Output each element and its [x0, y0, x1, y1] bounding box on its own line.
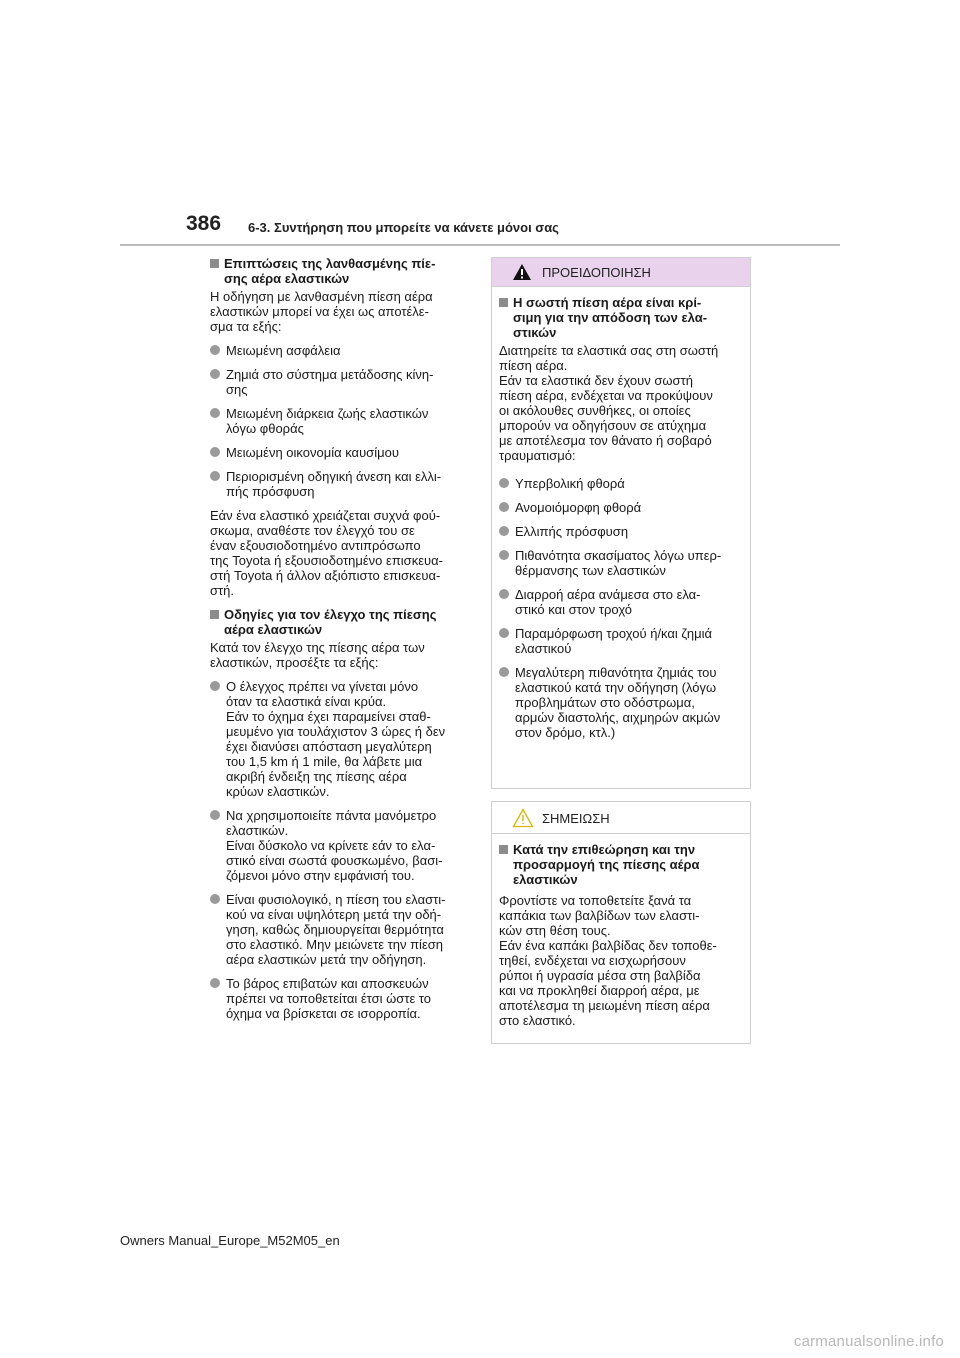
note-body: [492, 834, 750, 1028]
list-item: [499, 665, 743, 740]
square-bullet-icon: [210, 610, 219, 619]
bullet-dot-icon: [210, 369, 220, 379]
bullet-dot-icon: [210, 810, 220, 820]
list-item-text: Περιορισμένη οδηγική άνεση και ελλι- πής πρόσφυση: [226, 469, 442, 499]
paragraph: Η οδήγηση με λανθασμένη πίεση αέρα ελαστικών μπορεί να έχει ως αποτέλε- σμα τα εξής:: [210, 289, 433, 334]
list-item-text: Ανομοιόμορφη φθορά: [515, 500, 642, 515]
note-box: [491, 801, 751, 1044]
warning-header: [492, 258, 750, 287]
list-item-text: Ο έλεγχος πρέπει να γίνεται μόνο όταν τα ελαστικά είναι κρύα. Εάν το όχημα έχει παραμείνει σταθ- μευμένο για τουλάχιστον 3 ώρες ή δεν έχει διανύσει απόσταση μεγαλύτερη του 1,5 km ή 1 mile, θα λάβετε μια ακριβή ένδειξη της πίεσης αέρα κρύων ελαστικών.: [226, 679, 446, 799]
list-item: [499, 626, 743, 656]
warning-title: ΠΡΟΕΙΔΟΠΟΙΗΣΗ: [542, 265, 651, 280]
list-item-text: Μειωμένη οικονομία καυσίμου: [226, 445, 399, 460]
list-item: [210, 367, 468, 397]
list-item: [210, 343, 468, 358]
list-item: [210, 445, 468, 460]
list-item-text: Ελλιπής πρόσφυση: [515, 524, 629, 539]
list-item-text: Μειωμένη ασφάλεια: [226, 343, 341, 358]
left-column: [210, 256, 468, 1030]
list-item: [499, 524, 743, 539]
list-item-text: Πιθανότητα σκασίματος λόγω υπερ- θέρμανσης των ελαστικών: [515, 548, 722, 578]
note-title: ΣΗΜΕΙΩΣΗ: [542, 811, 610, 826]
bullet-dot-icon: [210, 447, 220, 457]
caution-triangle-icon: [512, 808, 534, 828]
list-item-text: Διαρροή αέρα ανάμεσα στο ελα- στικό και στον τροχό: [515, 587, 701, 617]
warning-triangle-icon: [512, 263, 532, 281]
page-header: [0, 212, 960, 252]
list-item: [499, 587, 743, 617]
warning-box: [491, 257, 751, 789]
page-number: 386: [186, 212, 222, 235]
bullet-dot-icon: [210, 471, 220, 481]
heading-text: Η σωστή πίεση αέρα είναι κρί- σιμη για την απόδοση των ελα- στικών: [513, 295, 708, 340]
list-item: [499, 476, 743, 491]
heading-text: Επιπτώσεις της λανθασμένης πίε- σης αέρα ελαστικών: [224, 256, 436, 286]
section-heading: [210, 256, 468, 286]
bullet-dot-icon: [210, 894, 220, 904]
section-title: 6-3. Συντήρηση που μπορείτε να κάνετε μόνοι σας: [248, 220, 559, 235]
note-heading: [499, 842, 743, 887]
watermark: carmanualsonline.info: [793, 1333, 944, 1350]
paragraph: Κατά τον έλεγχο της πίεσης αέρα των ελαστικών, προσέξτε τα εξής:: [210, 640, 425, 670]
list-item: [210, 892, 468, 967]
header-divider: [120, 244, 840, 246]
square-bullet-icon: [499, 845, 508, 854]
note-header: [492, 802, 750, 834]
bullet-dot-icon: [499, 550, 509, 560]
list-item-text: Το βάρος επιβατών και αποσκευών πρέπει να τοποθετείται έτσι ώστε το όχημα να βρίσκεται σε ισορροπία.: [226, 976, 432, 1021]
heading-text: Κατά την επιθεώρηση και την προσαρμογή της πίεσης αέρα ελαστικών: [513, 842, 700, 887]
bullet-dot-icon: [499, 628, 509, 638]
list-item-text: Παραμόρφωση τροχού ή/και ζημιά ελαστικού: [515, 626, 713, 656]
heading-text: Οδηγίες για τον έλεγχο της πίεσης αέρα ελαστικών: [224, 607, 437, 637]
warning-text: Διατηρείτε τα ελαστικά σας στη σωστή πίεση αέρα. Εάν τα ελαστικά δεν έχουν σωστή πίεση αέρα, ενδέχεται να προκύψουν οι ακόλουθες συνθήκες, οι οποίες μπορούν να οδηγήσουν σε ατύχημα με αποτέλεσμα τον θάνατο ή σοβαρό τραυματισμό:: [499, 343, 719, 463]
list-item-text: Υπερβολική φθορά: [515, 476, 625, 491]
square-bullet-icon: [210, 259, 219, 268]
list-item: [210, 679, 468, 799]
list-item: [499, 548, 743, 578]
warning-heading: [499, 295, 743, 340]
bullet-dot-icon: [210, 345, 220, 355]
list-item-text: Να χρησιμοποιείτε πάντα μανόμετρο ελαστικών. Είναι δύσκολο να κρίνετε εάν το ελα- στικό είναι σωστά φουσκωμένο, βασι- ζόμενοι μόνο στην εμφάνισή του.: [226, 808, 443, 883]
bullet-dot-icon: [210, 408, 220, 418]
list-item: [210, 469, 468, 499]
note-text: Φροντίστε να τοποθετείτε ξανά τα καπάκια των βαλβίδων των ελαστι- κών στη θέση τους. Εάν ένα καπάκι βαλβίδας δεν τοποθε- τηθεί, ενδέχεται να εισχωρήσουν ρύποι ή υγρασία μέσα στη βαλβίδα και να προκληθεί διαρροή αέρα, με αποτέλεσμα τη μειωμένη πίεση αέρα στο ελαστικό.: [499, 893, 717, 1028]
bullet-dot-icon: [499, 589, 509, 599]
bullet-dot-icon: [210, 681, 220, 691]
list-item-text: Μειωμένη διάρκεια ζωής ελαστικών λόγω φθοράς: [226, 406, 429, 436]
list-item: [499, 500, 743, 515]
footer-manual-name: Owners Manual_Europe_M52M05_en: [120, 1233, 340, 1248]
bullet-dot-icon: [499, 502, 509, 512]
warning-body: [492, 287, 750, 740]
list-item-text: Είναι φυσιολογικό, η πίεση του ελαστι- κού να είναι υψηλότερη μετά την οδή- γηση, καθώς δημιουργείται θερμότητα στο ελαστικό. Μην μειώνετε την πίεση αέρα ελαστικών μετά την οδήγηση.: [226, 892, 446, 967]
bullet-dot-icon: [210, 978, 220, 988]
bullet-dot-icon: [499, 478, 509, 488]
square-bullet-icon: [499, 298, 508, 307]
list-item-text: Ζημιά στο σύστημα μετάδοσης κίνη- σης: [226, 367, 434, 397]
list-item: [210, 976, 468, 1021]
list-item-text: Μεγαλύτερη πιθανότητα ζημιάς του ελαστικού κατά την οδήγηση (λόγω προβλημάτων στο οδόστρωμα, αρμών διαστολής, αιχμηρών ακμών στον δρόμο, κτλ.): [515, 665, 721, 740]
bullet-dot-icon: [499, 667, 509, 677]
paragraph: Εάν ένα ελαστικό χρειάζεται συχνά φού- σκωμα, αναθέστε τον έλεγχό του σε έναν εξουσιοδοτημένο αντιπρόσωπο της Toyota ή εξουσιοδοτημένο επισκευα- στή Toyota ή άλλον αξιόπιστο επισκευα- στή.: [210, 508, 443, 598]
list-item: [210, 808, 468, 883]
list-item: [210, 406, 468, 436]
section-heading: [210, 607, 468, 637]
bullet-dot-icon: [499, 526, 509, 536]
